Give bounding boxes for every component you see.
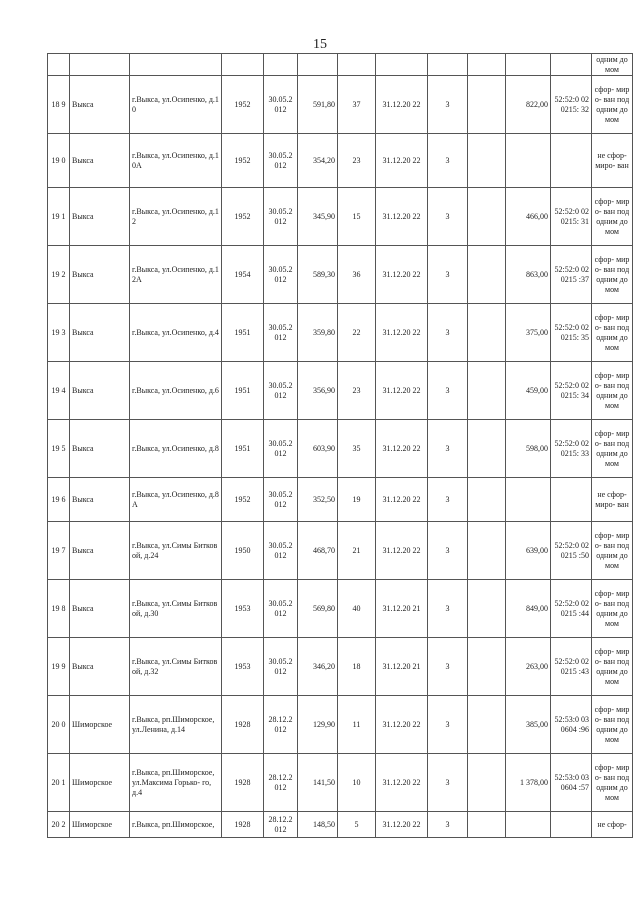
relocation-deadline-cell: 31.12.20 22 xyxy=(376,420,428,478)
empty-cell xyxy=(468,304,506,362)
relocation-deadline-cell: 31.12.20 22 xyxy=(376,696,428,754)
address-cell: г.Выкса, ул.Осипенко, д.4 xyxy=(130,304,222,362)
area-cell: 148,50 xyxy=(298,812,338,838)
area-cell: 141,50 xyxy=(298,754,338,812)
land-area-cell: 459,00 xyxy=(506,362,551,420)
land-status-cell: не сфор- миро- ван xyxy=(592,478,633,522)
cadastral-number-cell xyxy=(551,478,592,522)
residents-count-cell: 21 xyxy=(338,522,376,580)
address-cell: г.Выкса, рп.Шиморское, ул.Максима Горько- го, д.4 xyxy=(130,754,222,812)
area-cell: 345,90 xyxy=(298,188,338,246)
cadastral-number-cell xyxy=(551,134,592,188)
table-row xyxy=(48,246,633,304)
area-cell: 591,80 xyxy=(298,76,338,134)
recognition-date-cell: 30.05.2 012 xyxy=(264,76,298,134)
empty-cell xyxy=(468,812,506,838)
residents-count-cell: 15 xyxy=(338,188,376,246)
row-number-cell: 18 9 xyxy=(48,76,70,134)
land-area-cell xyxy=(506,812,551,838)
residents-count-cell: 23 xyxy=(338,134,376,188)
cadastral-number-cell: 52:52:0 020215 :44 xyxy=(551,580,592,638)
relocation-deadline-cell: 31.12.20 22 xyxy=(376,304,428,362)
land-status-cell: сфор- миро- ван под одним домом xyxy=(592,420,633,478)
settlement-cell: Выкса xyxy=(70,362,130,420)
relocation-deadline-cell: 31.12.20 22 xyxy=(376,246,428,304)
fragment-cell-10 xyxy=(468,54,506,76)
relocation-deadline-cell: 31.12.20 22 xyxy=(376,522,428,580)
cadastral-number-cell: 52:52:0 020215: 33 xyxy=(551,420,592,478)
year-built-cell: 1928 xyxy=(222,754,264,812)
relocation-deadline-cell: 31.12.20 21 xyxy=(376,638,428,696)
table-row xyxy=(48,638,633,696)
category-cell: 3 xyxy=(428,522,468,580)
cadastral-number-cell: 52:53:0 030604 :57 xyxy=(551,754,592,812)
year-built-cell: 1950 xyxy=(222,522,264,580)
year-built-cell: 1952 xyxy=(222,478,264,522)
recognition-date-cell: 30.05.2 012 xyxy=(264,362,298,420)
relocation-deadline-cell: 31.12.20 21 xyxy=(376,580,428,638)
category-cell: 3 xyxy=(428,420,468,478)
settlement-cell: Выкса xyxy=(70,478,130,522)
housing-registry-table xyxy=(47,53,633,838)
row-number-cell: 19 3 xyxy=(48,304,70,362)
residents-count-cell: 35 xyxy=(338,420,376,478)
empty-cell xyxy=(468,246,506,304)
recognition-date-cell: 28.12.2 012 xyxy=(264,696,298,754)
year-built-cell: 1952 xyxy=(222,76,264,134)
empty-cell xyxy=(468,134,506,188)
land-status-cell: сфор- миро- ван под одним домом xyxy=(592,638,633,696)
table-row xyxy=(48,420,633,478)
address-cell: г.Выкса, ул.Осипенко, д.8 xyxy=(130,420,222,478)
category-cell: 3 xyxy=(428,76,468,134)
settlement-cell: Выкса xyxy=(70,580,130,638)
empty-cell xyxy=(468,696,506,754)
residents-count-cell: 18 xyxy=(338,638,376,696)
page-number: 15 xyxy=(313,37,327,52)
year-built-cell: 1953 xyxy=(222,638,264,696)
row-number-cell: 19 6 xyxy=(48,478,70,522)
residents-count-cell: 37 xyxy=(338,76,376,134)
land-area-cell: 639,00 xyxy=(506,522,551,580)
recognition-date-cell: 30.05.2 012 xyxy=(264,188,298,246)
address-cell: г.Выкса, ул.Осипенко, д.8А xyxy=(130,478,222,522)
settlement-cell: Выкса xyxy=(70,638,130,696)
residents-count-cell: 19 xyxy=(338,478,376,522)
land-status-cell: сфор- миро- ван под одним домом xyxy=(592,304,633,362)
land-area-cell xyxy=(506,478,551,522)
area-cell: 603,90 xyxy=(298,420,338,478)
table-row xyxy=(48,696,633,754)
row-number-cell: 19 8 xyxy=(48,580,70,638)
year-built-cell: 1954 xyxy=(222,246,264,304)
area-cell: 569,80 xyxy=(298,580,338,638)
row-number-cell: 19 1 xyxy=(48,188,70,246)
land-area-cell: 466,00 xyxy=(506,188,551,246)
address-cell: г.Выкса, рп.Шиморское, ул.Ленина, д.14 xyxy=(130,696,222,754)
address-cell: г.Выкса, ул.Симы Битковой, д.30 xyxy=(130,580,222,638)
land-status-cell: сфор- миро- ван под одним домом xyxy=(592,696,633,754)
fragment-cell-2 xyxy=(70,54,130,76)
relocation-deadline-cell: 31.12.20 22 xyxy=(376,188,428,246)
fragment-cell-6 xyxy=(298,54,338,76)
recognition-date-cell: 30.05.2 012 xyxy=(264,420,298,478)
address-cell: г.Выкса, ул.Симы Битковой, д.32 xyxy=(130,638,222,696)
cadastral-number-cell: 52:52:0 020215: 35 xyxy=(551,304,592,362)
area-cell: 346,20 xyxy=(298,638,338,696)
year-built-cell: 1953 xyxy=(222,580,264,638)
cadastral-number-cell: 52:52:0 020215: 32 xyxy=(551,76,592,134)
fragment-cell-9 xyxy=(428,54,468,76)
row-number-cell: 20 2 xyxy=(48,812,70,838)
land-area-cell: 375,00 xyxy=(506,304,551,362)
settlement-cell: Шиморское xyxy=(70,812,130,838)
settlement-cell: Выкса xyxy=(70,246,130,304)
land-status-cell: сфор- миро- ван под одним домом xyxy=(592,246,633,304)
category-cell: 3 xyxy=(428,638,468,696)
year-built-cell: 1928 xyxy=(222,696,264,754)
year-built-cell: 1952 xyxy=(222,188,264,246)
address-cell: г.Выкса, ул.Осипенко, д.6 xyxy=(130,362,222,420)
row-number-cell: 19 5 xyxy=(48,420,70,478)
year-built-cell: 1928 xyxy=(222,812,264,838)
table-row xyxy=(48,812,633,838)
fragment-cell-8 xyxy=(376,54,428,76)
recognition-date-cell: 30.05.2 012 xyxy=(264,246,298,304)
table-row xyxy=(48,478,633,522)
empty-cell xyxy=(468,362,506,420)
year-built-cell: 1951 xyxy=(222,420,264,478)
table-row xyxy=(48,522,633,580)
land-status-cell: сфор- миро- ван под одним домом xyxy=(592,580,633,638)
fragment-cell-12 xyxy=(551,54,592,76)
relocation-deadline-cell: 31.12.20 22 xyxy=(376,478,428,522)
area-cell: 356,90 xyxy=(298,362,338,420)
cadastral-number-cell: 52:52:0 020215: 34 xyxy=(551,362,592,420)
recognition-date-cell: 30.05.2 012 xyxy=(264,304,298,362)
table-row xyxy=(48,580,633,638)
empty-cell xyxy=(468,420,506,478)
cadastral-number-cell: 52:52:0 020215 :43 xyxy=(551,638,592,696)
relocation-deadline-cell: 31.12.20 22 xyxy=(376,134,428,188)
cadastral-number-cell: 52:53:0 030604 :96 xyxy=(551,696,592,754)
land-area-cell: 385,00 xyxy=(506,696,551,754)
settlement-cell: Выкса xyxy=(70,76,130,134)
area-cell: 589,30 xyxy=(298,246,338,304)
row-number-cell: 19 4 xyxy=(48,362,70,420)
empty-cell xyxy=(468,76,506,134)
land-area-cell: 822,00 xyxy=(506,76,551,134)
empty-cell xyxy=(468,478,506,522)
category-cell: 3 xyxy=(428,362,468,420)
table-row xyxy=(48,304,633,362)
land-status-cell: сфор- миро- ван под одним домом xyxy=(592,754,633,812)
fragment-cell-1 xyxy=(48,54,70,76)
address-cell: г.Выкса, ул.Осипенко, д.12 xyxy=(130,188,222,246)
fragment-cell-3 xyxy=(130,54,222,76)
settlement-cell: Выкса xyxy=(70,134,130,188)
category-cell: 3 xyxy=(428,754,468,812)
row-number-cell: 20 0 xyxy=(48,696,70,754)
address-cell: г.Выкса, ул.Осипенко, д.10 xyxy=(130,76,222,134)
year-built-cell: 1951 xyxy=(222,304,264,362)
fragment-cell-7 xyxy=(338,54,376,76)
residents-count-cell: 22 xyxy=(338,304,376,362)
category-cell: 3 xyxy=(428,188,468,246)
empty-cell xyxy=(468,638,506,696)
relocation-deadline-cell: 31.12.20 22 xyxy=(376,76,428,134)
year-built-cell: 1951 xyxy=(222,362,264,420)
category-cell: 3 xyxy=(428,812,468,838)
relocation-deadline-cell: 31.12.20 22 xyxy=(376,362,428,420)
recognition-date-cell: 30.05.2 012 xyxy=(264,638,298,696)
land-area-cell: 1 378,00 xyxy=(506,754,551,812)
empty-cell xyxy=(468,188,506,246)
table-row xyxy=(48,134,633,188)
area-cell: 129,90 xyxy=(298,696,338,754)
address-cell: г.Выкса, ул.Осипенко, д.10А xyxy=(130,134,222,188)
land-status-cell: сфор- миро- ван под одним домом xyxy=(592,188,633,246)
land-status-cell: сфор- миро- ван под одним домом xyxy=(592,76,633,134)
category-cell: 3 xyxy=(428,580,468,638)
recognition-date-cell: 30.05.2 012 xyxy=(264,478,298,522)
settlement-cell: Выкса xyxy=(70,188,130,246)
land-area-cell xyxy=(506,134,551,188)
residents-count-cell: 23 xyxy=(338,362,376,420)
category-cell: 3 xyxy=(428,246,468,304)
residents-count-cell: 40 xyxy=(338,580,376,638)
land-status-cell: не сфор- миро- ван xyxy=(592,134,633,188)
settlement-cell: Выкса xyxy=(70,420,130,478)
recognition-date-cell: 30.05.2 012 xyxy=(264,580,298,638)
fragment-cell-5 xyxy=(264,54,298,76)
year-built-cell: 1952 xyxy=(222,134,264,188)
land-area-cell: 849,00 xyxy=(506,580,551,638)
fragment-cell-4 xyxy=(222,54,264,76)
empty-cell xyxy=(468,580,506,638)
area-cell: 352,50 xyxy=(298,478,338,522)
residents-count-cell: 10 xyxy=(338,754,376,812)
category-cell: 3 xyxy=(428,478,468,522)
relocation-deadline-cell: 31.12.20 22 xyxy=(376,754,428,812)
category-cell: 3 xyxy=(428,134,468,188)
settlement-cell: Выкса xyxy=(70,522,130,580)
relocation-deadline-cell: 31.12.20 22 xyxy=(376,812,428,838)
category-cell: 3 xyxy=(428,304,468,362)
cadastral-number-cell xyxy=(551,812,592,838)
land-area-cell: 863,00 xyxy=(506,246,551,304)
land-status-cell: сфор- миро- ван под одним домом xyxy=(592,362,633,420)
empty-cell xyxy=(468,754,506,812)
land-area-cell: 598,00 xyxy=(506,420,551,478)
address-cell: г.Выкса, ул.Симы Битковой, д.24 xyxy=(130,522,222,580)
area-cell: 359,80 xyxy=(298,304,338,362)
area-cell: 468,70 xyxy=(298,522,338,580)
settlement-cell: Выкса xyxy=(70,304,130,362)
address-cell: г.Выкса, рп.Шиморское, xyxy=(130,812,222,838)
settlement-cell: Шиморское xyxy=(70,754,130,812)
land-status-cell: не сфор- xyxy=(592,812,633,838)
recognition-date-cell: 30.05.2 012 xyxy=(264,134,298,188)
row-number-cell: 19 7 xyxy=(48,522,70,580)
recognition-date-cell: 28.12.2 012 xyxy=(264,754,298,812)
table-row xyxy=(48,76,633,134)
row-number-cell: 19 2 xyxy=(48,246,70,304)
cadastral-number-cell: 52:52:0 020215: 31 xyxy=(551,188,592,246)
table-row xyxy=(48,362,633,420)
area-cell: 354,20 xyxy=(298,134,338,188)
fragment-cell-11 xyxy=(506,54,551,76)
empty-cell xyxy=(468,522,506,580)
land-status-cell: сфор- миро- ван под одним домом xyxy=(592,522,633,580)
category-cell: 3 xyxy=(428,696,468,754)
land-area-cell: 263,00 xyxy=(506,638,551,696)
table-row-top-fragment xyxy=(48,54,633,76)
cadastral-number-cell: 52:52:0 020215 :50 xyxy=(551,522,592,580)
row-number-cell: 19 0 xyxy=(48,134,70,188)
settlement-cell: Шиморское xyxy=(70,696,130,754)
residents-count-cell: 11 xyxy=(338,696,376,754)
table-row xyxy=(48,754,633,812)
address-cell: г.Выкса, ул.Осипенко, д.12А xyxy=(130,246,222,304)
table-row xyxy=(48,188,633,246)
status-cell: одним домом xyxy=(592,54,633,76)
recognition-date-cell: 30.05.2 012 xyxy=(264,522,298,580)
recognition-date-cell: 28.12.2 012 xyxy=(264,812,298,838)
row-number-cell: 20 1 xyxy=(48,754,70,812)
cadastral-number-cell: 52:52:0 020215 :37 xyxy=(551,246,592,304)
row-number-cell: 19 9 xyxy=(48,638,70,696)
residents-count-cell: 5 xyxy=(338,812,376,838)
residents-count-cell: 36 xyxy=(338,246,376,304)
